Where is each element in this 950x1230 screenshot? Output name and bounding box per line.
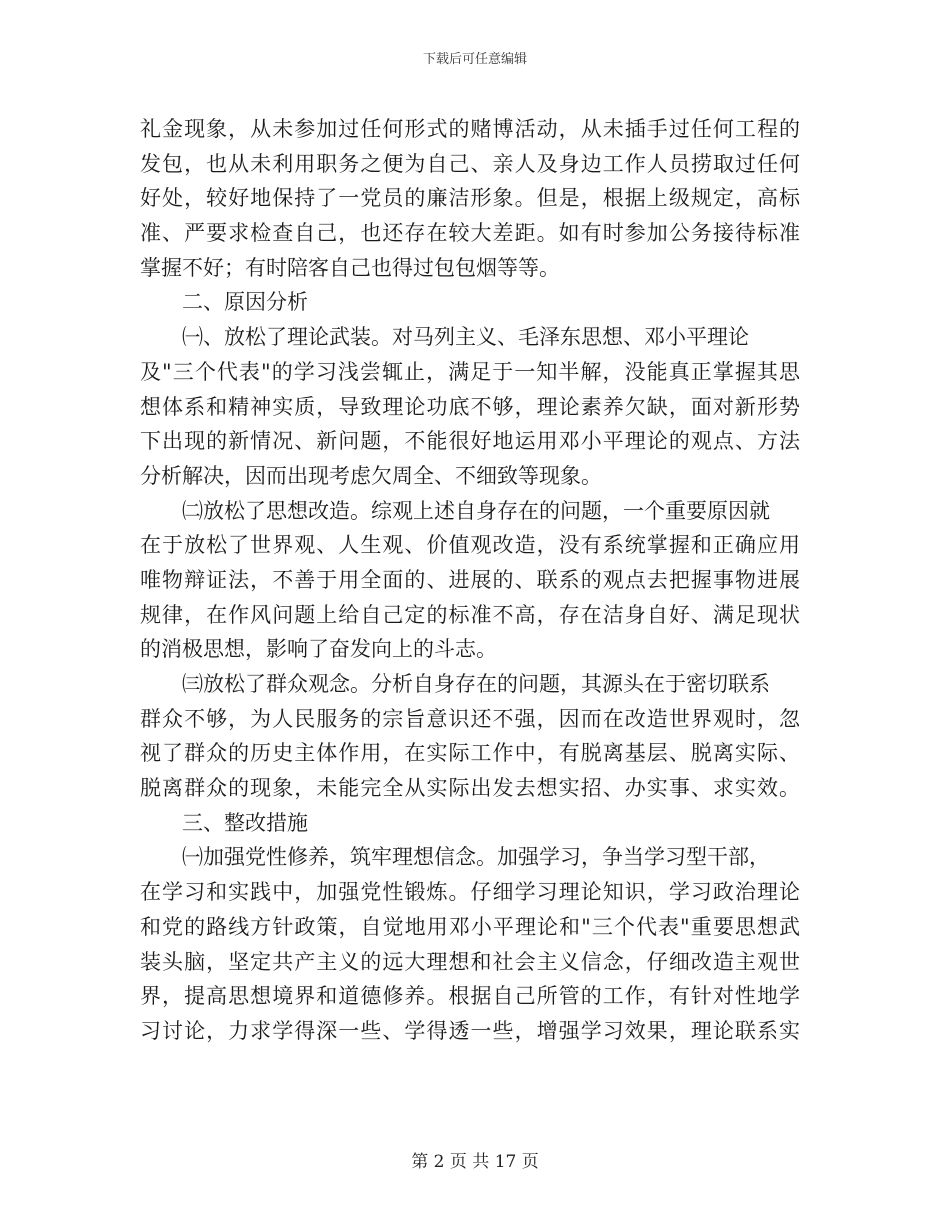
- text-line: 和党的路线方针政策，自觉地用邓小平理论和"三个代表"重要思想武: [140, 914, 800, 939]
- text-line: 脱离群众的现象，未能完全从实际出发去想实招、办实事、求实效。: [140, 776, 800, 801]
- section-heading-cause-analysis: 二、原因分析: [182, 290, 308, 315]
- page-header: 下载后可任意编辑: [422, 52, 527, 67]
- text-line: 装头脑，坚定共产主义的远大理想和社会主义信念，仔细改造主观世: [140, 949, 800, 974]
- text-line: 发包，也从未利用职务之便为自己、亲人及身边工作人员捞取过任何: [140, 151, 800, 176]
- section-heading-rectification-measures: 三、整改措施: [182, 810, 308, 835]
- text-line: 掌握不好；有时陪客自己也得过包包烟等等。: [140, 255, 560, 280]
- text-line: 规律，在作风问题上给自己定的标准不高，存在洁身自好、满足现状: [140, 602, 800, 627]
- text-line: 好处，较好地保持了一党员的廉洁形象。但是，根据上级规定，高标: [140, 186, 800, 211]
- text-line: ㈠、放松了理论武装。对马列主义、毛泽东思想、邓小平理论: [182, 325, 749, 350]
- text-line: 礼金现象，从未参加过任何形式的赌博活动，从未插手过任何工程的: [140, 117, 800, 141]
- text-line: 及"三个代表"的学习浅尝辄止，满足于一知半解，没能真正掌握其思: [140, 359, 800, 384]
- text-line: 的消极思想，影响了奋发向上的斗志。: [140, 637, 497, 662]
- text-line: 下出现的新情况、新问题，不能很好地运用邓小平理论的观点、方法: [140, 429, 800, 454]
- text-line: 唯物辩证法，不善于用全面的、进展的、联系的观点去把握事物进展: [140, 567, 800, 592]
- text-line: ㈢放松了群众观念。分析自身存在的问题，其源头在于密切联系: [182, 672, 770, 696]
- page-number-footer: 第 2 页 共 17 页: [411, 1152, 539, 1172]
- text-line: 在于放松了世界观、人生观、价值观改造，没有系统掌握和正确应用: [140, 533, 800, 558]
- text-line: 分析解决，因而出现考虑欠周全、不细致等现象。: [140, 463, 602, 488]
- text-line: 群众不够，为人民服务的宗旨意识还不强，因而在改造世界观时，忽: [140, 706, 800, 731]
- text-line: 视了群众的历史主体作用，在实际工作中，有脱离基层、脱离实际、: [140, 741, 800, 766]
- text-line: ㈠加强党性修养，筑牢理想信念。加强学习，争当学习型干部，: [182, 845, 770, 870]
- text-line: 习讨论，力求学得深一些、学得透一些，增强学习效果，理论联系实: [140, 1018, 800, 1043]
- text-line: 准、严要求检查自己，也还存在较大差距。如有时参加公务接待标准: [140, 221, 800, 246]
- text-line: 在学习和实践中，加强党性锻炼。仔细学习理论知识，学习政治理论: [140, 880, 800, 905]
- text-line: ㈡放松了思想改造。综观上述自身存在的问题，一个重要原因就: [182, 498, 770, 523]
- document-body: [140, 112, 800, 1049]
- text-line: 想体系和精神实质，导致理论功底不够，理论素养欠缺，面对新形势: [140, 394, 800, 419]
- text-line: 界，提高思想境界和道德修养。根据自己所管的工作，有针对性地学: [140, 984, 800, 1009]
